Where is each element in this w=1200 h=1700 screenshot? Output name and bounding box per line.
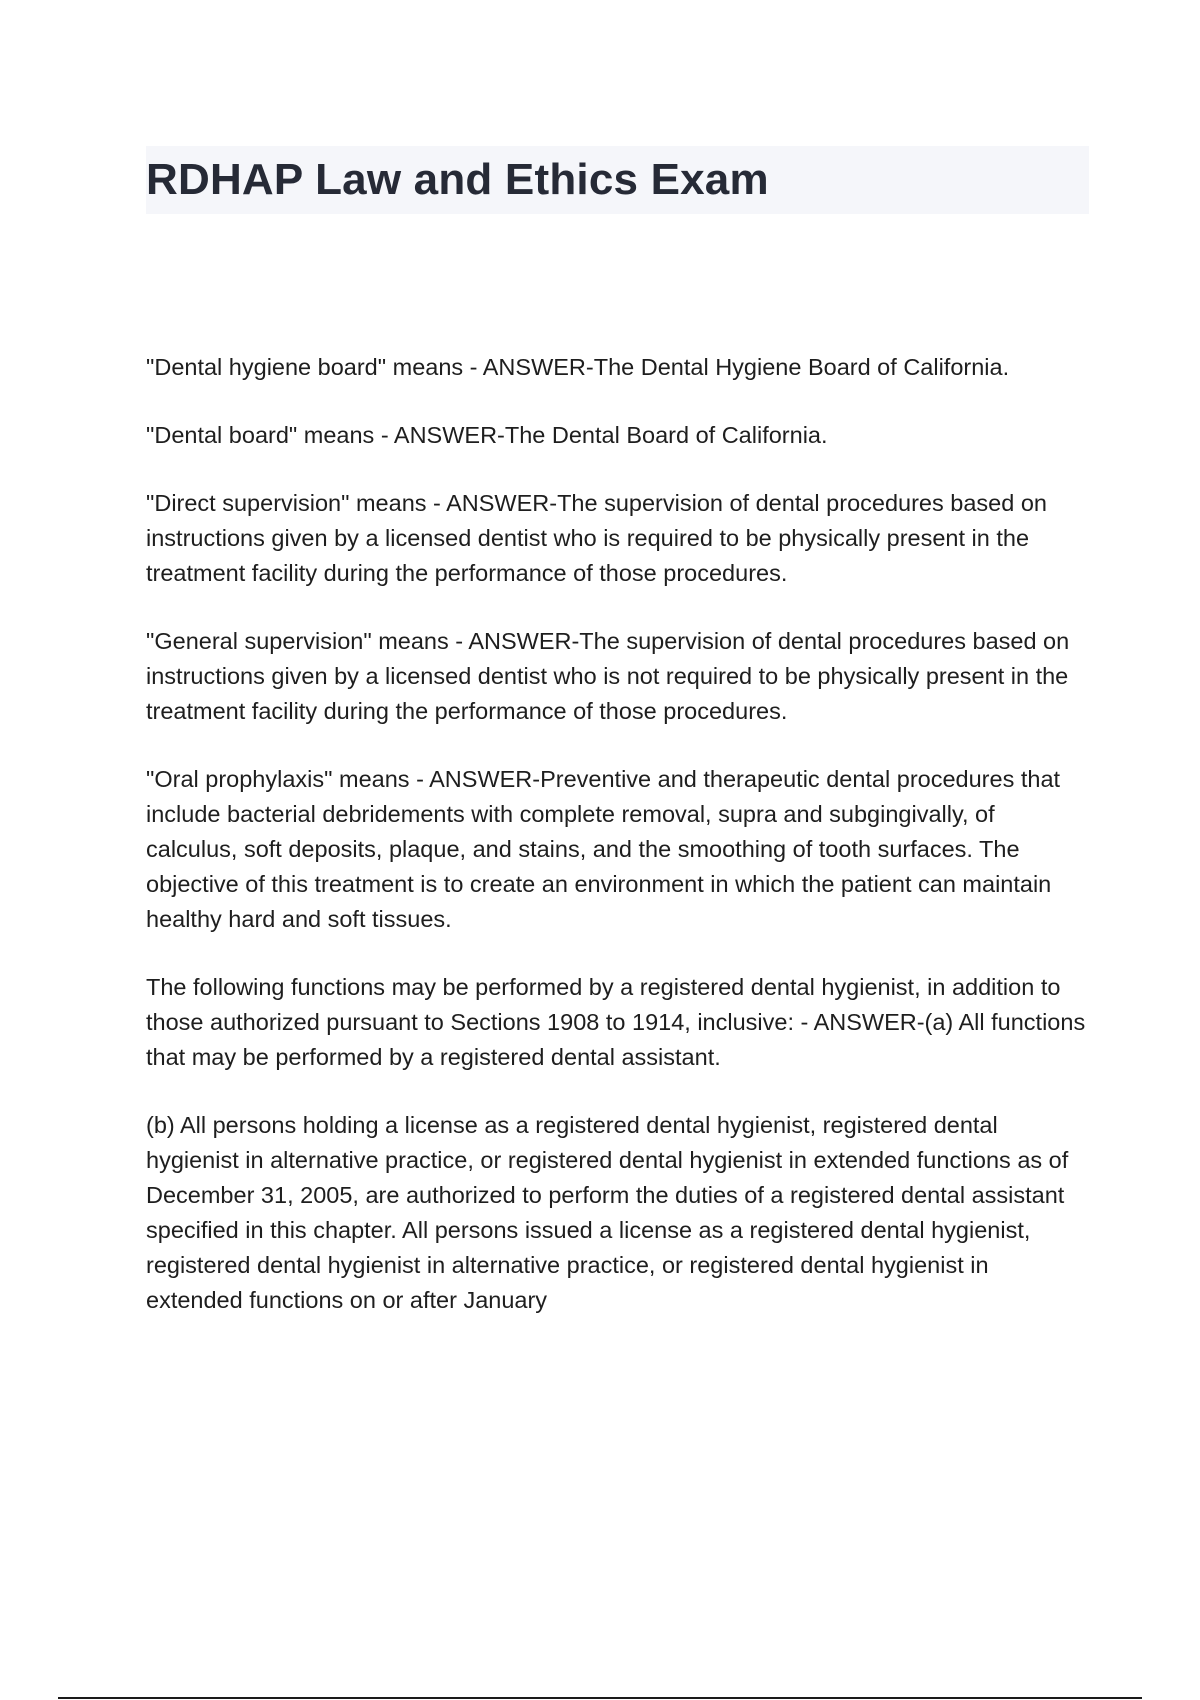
paragraph-dental-hygiene-board: "Dental hygiene board" means - ANSWER-The Dental Hygiene Board of California.	[146, 354, 1010, 380]
page-bottom-divider	[58, 1697, 1142, 1699]
title-banner	[146, 146, 1089, 214]
page-title: RDHAP Law and Ethics Exam	[146, 155, 769, 204]
paragraph-rdh-functions: The following functions may be performed by a registered dental hygienist, in addition to those authorized pursuant to Sections 1908 to 1914, inclusive: - ANSWER-(a) All functions that may be performed by a registered dental assistant.	[146, 974, 1086, 1070]
paragraph-dental-board: "Dental board" means - ANSWER-The Dental Board of California.	[146, 422, 828, 448]
document-body	[146, 350, 1086, 1351]
paragraph-license-holders: (b) All persons holding a license as a registered dental hygienist, registered dental hygienist in alternative practice, or registered dental hygienist in extended functions as of December 31, 2005, are authorized to perform the duties of a registered dental assistant specified in this chapter. All persons issued a license as a registered dental hygienist, registered dental hygienist in alternative practice, or registered dental hygienist in extended functions on or after January	[146, 1112, 1069, 1313]
paragraph-general-supervision: "General supervision" means - ANSWER-The supervision of dental procedures based on instructions given by a licensed dentist who is not required to be physically present in the treatment facility during the performance of those procedures.	[146, 628, 1070, 724]
paragraph-direct-supervision: "Direct supervision" means - ANSWER-The supervision of dental procedures based on instructions given by a licensed dentist who is required to be physically present in the treatment facility during the performance of those procedures.	[146, 490, 1047, 586]
paragraph-oral-prophylaxis: "Oral prophylaxis" means - ANSWER-Preventive and therapeutic dental procedures that include bacterial debridements with complete removal, supra and subgingivally, of calculus, soft deposits, plaque, and stains, and the smoothing of tooth surfaces. The objective of this treatment is to create an environment in which the patient can maintain healthy hard and soft tissues.	[146, 766, 1061, 932]
